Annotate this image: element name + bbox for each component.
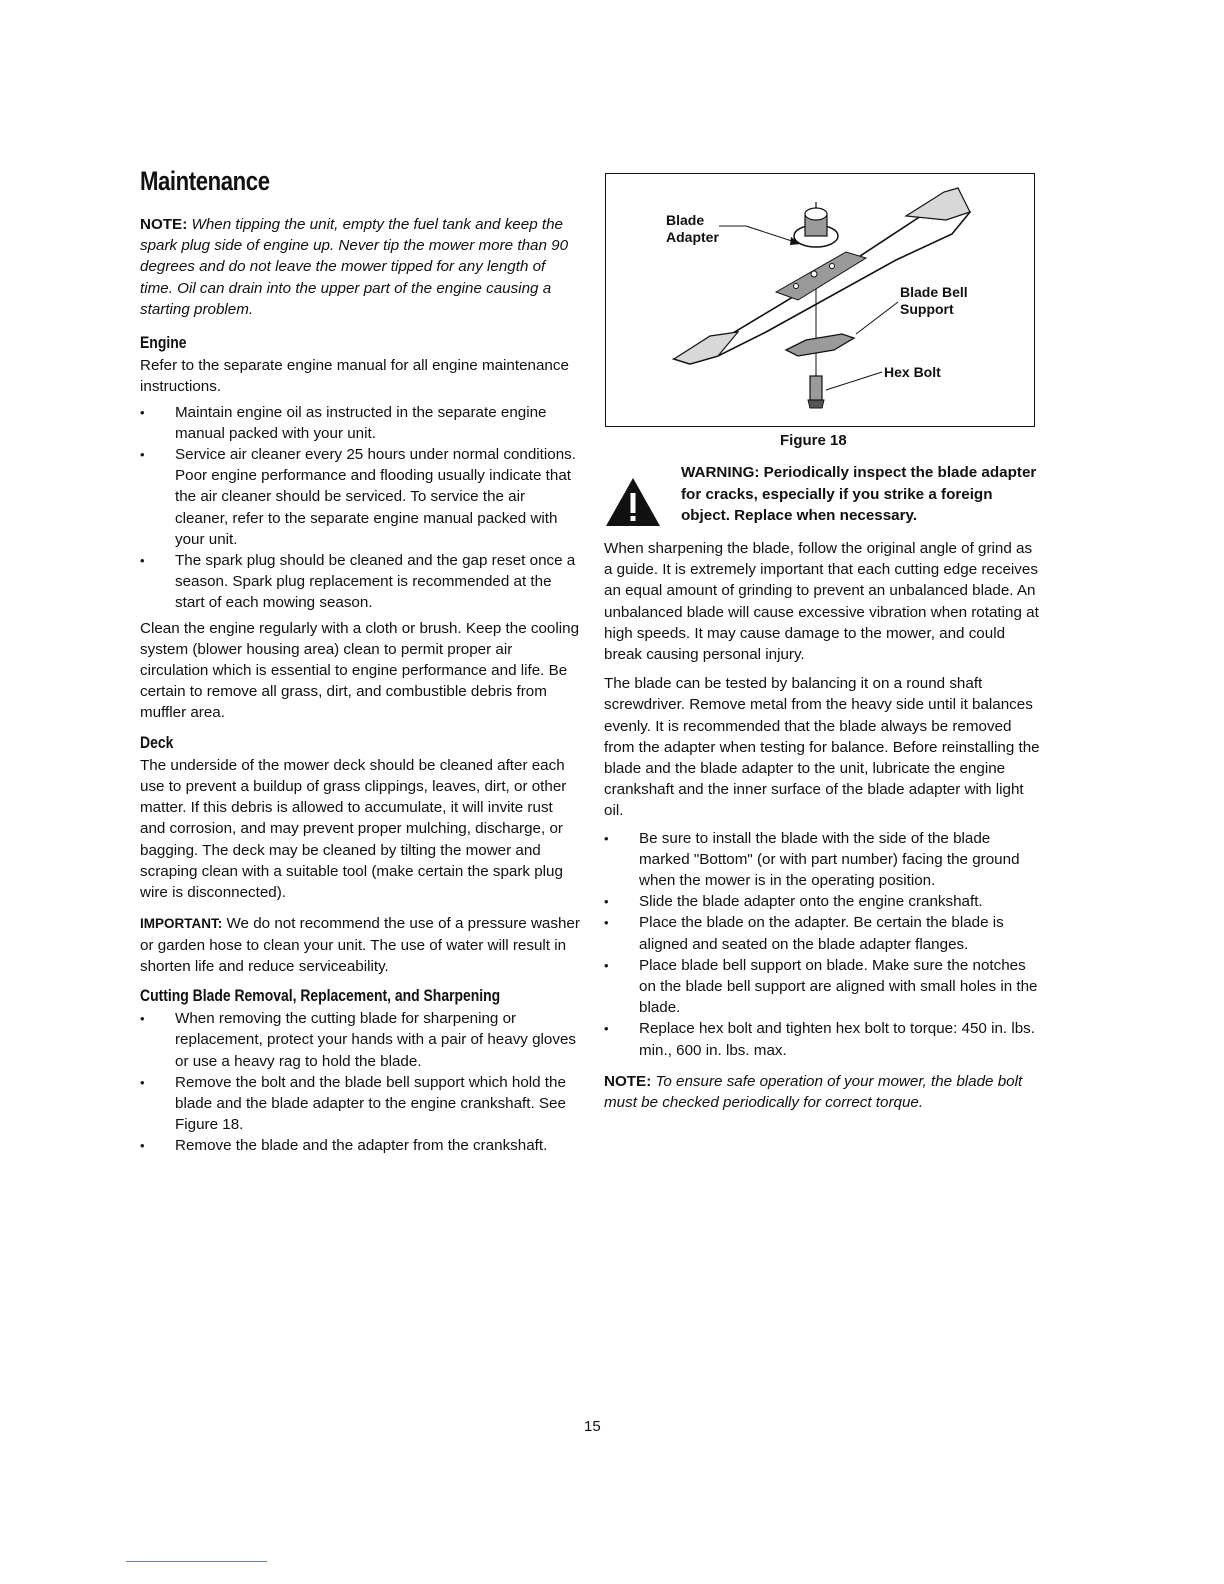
hex-bolt-label: Hex Bolt — [884, 364, 941, 380]
note-label: NOTE: — [604, 1072, 652, 1090]
list-item: • Remove the blade and the adapter from the crankshaft. — [140, 1135, 580, 1156]
blade-bell-support-label-line2: Support — [900, 301, 954, 317]
engine-heading: Engine — [140, 333, 187, 353]
right-column — [604, 538, 1040, 1121]
important-note — [140, 913, 580, 977]
reinstall-bullet-list — [604, 828, 1040, 1061]
note-tipping — [140, 214, 580, 320]
blade-bell-support-label — [900, 284, 968, 318]
list-item: • Replace hex bolt and tighten hex bolt to torque: 450 in. lbs. min., 600 in. lbs. max. — [604, 1018, 1040, 1060]
note-text: To ensure safe operation of your mower, the blade bolt must be checked periodically for correct torque. — [604, 1072, 1023, 1112]
list-item: • Be sure to install the blade with the side of the blade marked "Bottom" (or with part number) facing the ground when the mower is in the operating position. — [604, 828, 1040, 892]
list-item: • Service air cleaner every 25 hours under normal conditions. Poor engine performance and flooding usually indicate that the air cleaner should be serviced. To service the air cleaner, refer to the separate engine manual packed with your unit. — [140, 444, 580, 550]
engine-intro: Refer to the separate engine manual for all engine maintenance instructions. — [140, 357, 569, 396]
list-item: • The spark plug should be cleaned and the gap reset once a season. Spark plug replacement is recommended at the start of each mowing season. — [140, 550, 580, 614]
cutting-blade-heading: Cutting Blade Removal, Replacement, and Sharpening — [140, 985, 501, 1005]
blade-adapter-label — [666, 212, 719, 246]
note-label: NOTE: — [140, 216, 188, 233]
left-column — [140, 214, 580, 1161]
figure-caption: Figure 18 — [780, 432, 847, 449]
list-item: • When removing the cutting blade for sharpening or replacement, protect your hands with a pair of heavy gloves or use a heavy rag to hold the blade. — [140, 1008, 580, 1072]
warning-triangle-icon — [604, 476, 662, 528]
list-item: • Remove the bolt and the blade bell support which hold the blade and the blade adapter to the engine crankshaft. See Figure 18. — [140, 1072, 580, 1136]
warning-text: WARNING: Periodically inspect the blade adapter for cracks, especially if you strike a foreign object. Replace when necessary. — [681, 464, 1037, 524]
page-title: Maintenance — [140, 166, 270, 196]
important-text: We do not recommend the use of a pressure washer or garden hose to clean your unit. The use of water will result in shorten life and reduce serviceability. — [140, 915, 580, 975]
list-item: • Maintain engine oil as instructed in the separate engine manual packed with your unit. — [140, 402, 580, 444]
list-item: • Slide the blade adapter onto the engine crankshaft. — [604, 891, 1040, 912]
blade-bell-support-label-line1: Blade Bell — [900, 284, 968, 300]
list-item: • Place blade bell support on blade. Make sure the notches on the blade bell support are aligned with small holes in the blade. — [604, 955, 1040, 1019]
sharpening-paragraph: When sharpening the blade, follow the original angle of grind as a guide. It is extremely important that each cutting edge receives an equal amount of grinding to prevent an unbalanced blade. An unbalanced blade will cause excessive vibration when rotating at high speeds. It may cause damage to the mower, and could break causing personal injury. — [604, 540, 1039, 664]
engine-cleaning-text: Clean the engine regularly with a cloth or brush. Keep the cooling system (blower housing area) clean to permit proper air circulation which is essential to engine performance and life. Be certain to remove all grass, dirt, and combustible debris from muffler area. — [140, 619, 580, 722]
deck-text: The underside of the mower deck should be cleaned after each use to prevent a buildup of grass clippings, leaves, dirt, or other matter. If this debris is allowed to accumulate, it will invite rust and corrosion, and may prevent proper mulching, discharge, or bagging. The deck may be cleaned by tilting the mower and scraping clean with a suitable tool (make certain the spark plug wire is disconnected). — [140, 756, 567, 902]
blade-adapter-label-line1: Blade — [666, 212, 705, 228]
blade-adapter-label-line2: Adapter — [666, 229, 719, 245]
note-blade-bolt — [604, 1071, 1040, 1113]
page-number: 15 — [584, 1418, 601, 1435]
cutting-blade-bullet-list — [140, 1008, 580, 1156]
engine-bullet-list — [140, 402, 580, 614]
footer-rule — [126, 1561, 267, 1562]
deck-heading: Deck — [140, 732, 174, 752]
figure-18-box — [605, 173, 1035, 427]
balancing-paragraph: The blade can be tested by balancing it on a round shaft screwdriver. Remove metal from the heavy side until it balances evenly. It is recommended that the blade always be removed from the adapter when testing for balance. Before reinstalling the blade and the blade adapter to the unit, lubricate the engine crankshaft and the inner surface of the blade adapter with light oil. — [604, 675, 1040, 820]
note-text: When tipping the unit, empty the fuel tank and keep the spark plug side of engine up. Never tip the mower more than 90 degrees and do not leave the mower tipped for any length of time. Oil can drain into the upper part of the engine causing a starting problem. — [140, 216, 569, 318]
list-item: • Place the blade on the adapter. Be certain the blade is aligned and seated on the blade adapter flanges. — [604, 912, 1040, 954]
important-label: IMPORTANT: — [140, 916, 223, 932]
